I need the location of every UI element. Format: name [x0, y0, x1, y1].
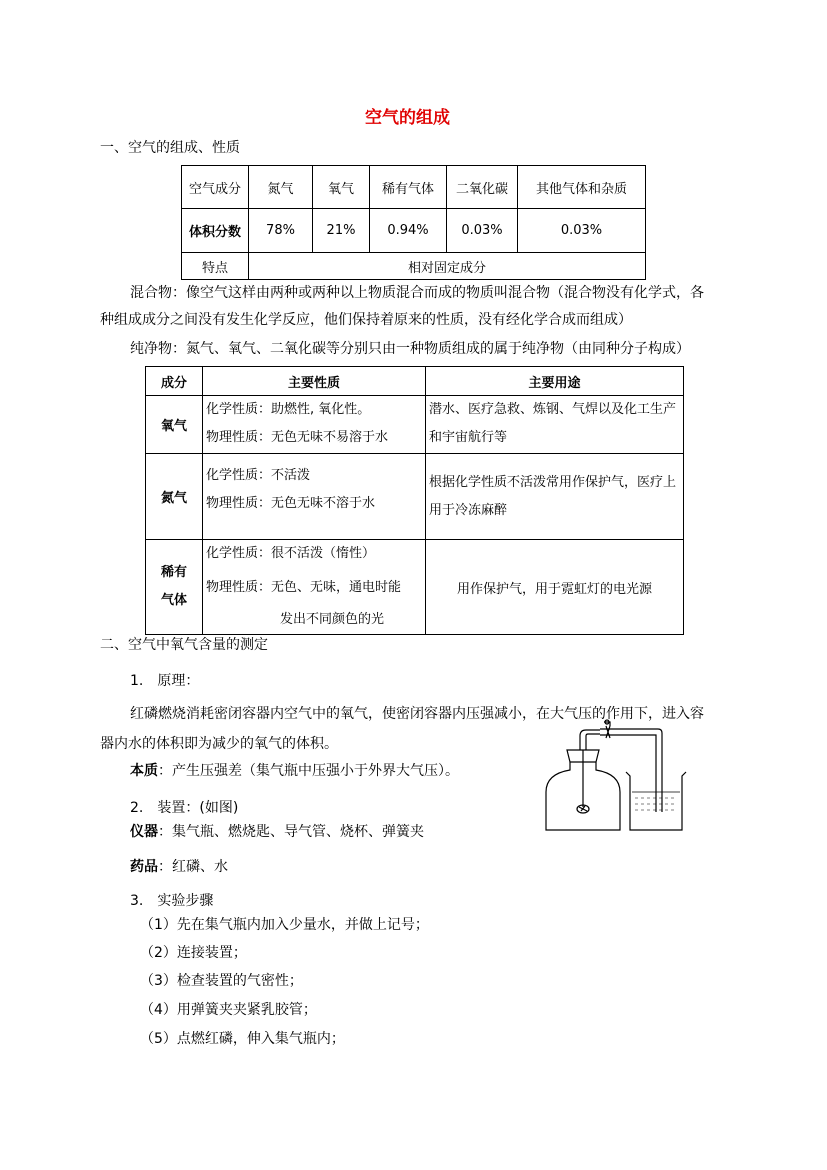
step-item: （2）连接装置；: [140, 945, 247, 961]
properties-cell: [203, 396, 426, 454]
header-cell: 其他气体和杂质: [518, 166, 646, 209]
header-cell: 主要性质: [203, 367, 426, 396]
composition-table: [181, 165, 646, 280]
header-cell: 空气成分: [182, 166, 249, 209]
reagents-text: ：红磷、水: [158, 859, 228, 875]
physical-property-cont: 发出不同颜色的光: [280, 612, 385, 627]
page-title: 空气的组成: [365, 108, 450, 128]
header-cell: 主要用途: [426, 367, 684, 396]
mixture-definition-cont: 种组成成分之间没有发生化学反应，他们保持着原来的性质，没有经化学合成而组成）: [100, 312, 632, 328]
essence-line: [130, 760, 459, 780]
instruments-label: 仪器: [130, 824, 158, 840]
chemical-property: 化学性质：不活泼: [206, 468, 311, 483]
gas-name: 氧气: [146, 396, 203, 454]
essence-text: ：产生压强差（集气瓶中压强小于外界大气压）。: [158, 763, 459, 779]
header-cell: 氧气: [313, 166, 370, 209]
item-heading: 2. 装置：(如图): [130, 800, 239, 816]
principle-text-cont: 器内水的体积即为减少的氧气的体积。: [100, 736, 338, 752]
row-label: 体积分数: [182, 209, 249, 253]
chemical-property: 化学性质：很不活泼（惰性）: [206, 546, 376, 561]
properties-cell: [203, 454, 426, 540]
step-item: （5）点燃红磷，伸入集气瓶内；: [140, 1031, 345, 1047]
principle-text: 红磷燃烧消耗密闭容器内空气中的氧气，使密闭容器内压强减小，在大气压的作用下，进入容: [130, 706, 704, 722]
properties-cell: [203, 540, 426, 635]
gas-name: 氮气: [146, 454, 203, 540]
reagents-label: 药品: [130, 859, 158, 875]
gas-name: [146, 540, 203, 635]
item-heading: 3. 实验步骤: [130, 893, 214, 909]
gas-properties-table: [145, 366, 684, 635]
section-heading: 二、空气中氧气含量的测定: [100, 637, 268, 653]
pure-substance-definition: 纯净物：氮气、氧气、二氧化碳等分别只由一种物质组成的属于纯净物（由同种分子构成）: [130, 341, 690, 357]
header-cell: 二氧化碳: [447, 166, 518, 209]
physical-property: 物理性质：无色无味不溶于水: [206, 496, 376, 511]
instruments-text: ：集气瓶、燃烧匙、导气管、烧杯、弹簧夹: [158, 824, 424, 840]
physical-property: 物理性质：无色无味不易溶于水: [206, 430, 389, 445]
value-cell: 21%: [313, 209, 370, 253]
value-cell: 0.03%: [518, 209, 646, 253]
chemical-property: 化学性质：助燃性, 氧化性。: [206, 402, 371, 417]
use-cell: 用作保护气，用于霓虹灯的电光源: [426, 540, 684, 635]
header-cell: 稀有气体: [370, 166, 447, 209]
mixture-definition: 混合物：像空气这样由两种或两种以上物质混合而成的物质叫混合物（混合物没有化学式，各: [130, 285, 704, 301]
apparatus-diagram: [540, 712, 710, 832]
instruments-line: [130, 821, 424, 841]
feature-value: 相对固定成分: [249, 253, 646, 280]
value-cell: 0.94%: [370, 209, 447, 253]
header-cell: 成分: [146, 367, 203, 396]
use-cell: 根据化学性质不活泼常用作保护气，医疗上用于冷冻麻醉: [426, 454, 684, 540]
item-heading: 1. 原理：: [130, 673, 200, 689]
header-cell: 氮气: [249, 166, 313, 209]
row-label: 特点: [182, 253, 249, 280]
essence-label: 本质: [130, 763, 158, 779]
physical-property: 物理性质：无色、无味，通电时能: [206, 580, 402, 595]
reagents-line: [130, 856, 228, 876]
section-heading: 一、空气的组成、性质: [100, 140, 240, 156]
gas-name-text: 稀有气体: [160, 565, 187, 608]
value-cell: 78%: [249, 209, 313, 253]
use-cell: 潜水、医疗急救、炼钢、气焊以及化工生产和宇宙航行等: [426, 396, 684, 454]
value-cell: 0.03%: [447, 209, 518, 253]
step-item: （1）先在集气瓶内加入少量水，并做上记号；: [140, 917, 429, 933]
step-item: （4）用弹簧夹夹紧乳胶管；: [140, 1002, 317, 1018]
step-item: （3）检查装置的气密性；: [140, 973, 303, 989]
